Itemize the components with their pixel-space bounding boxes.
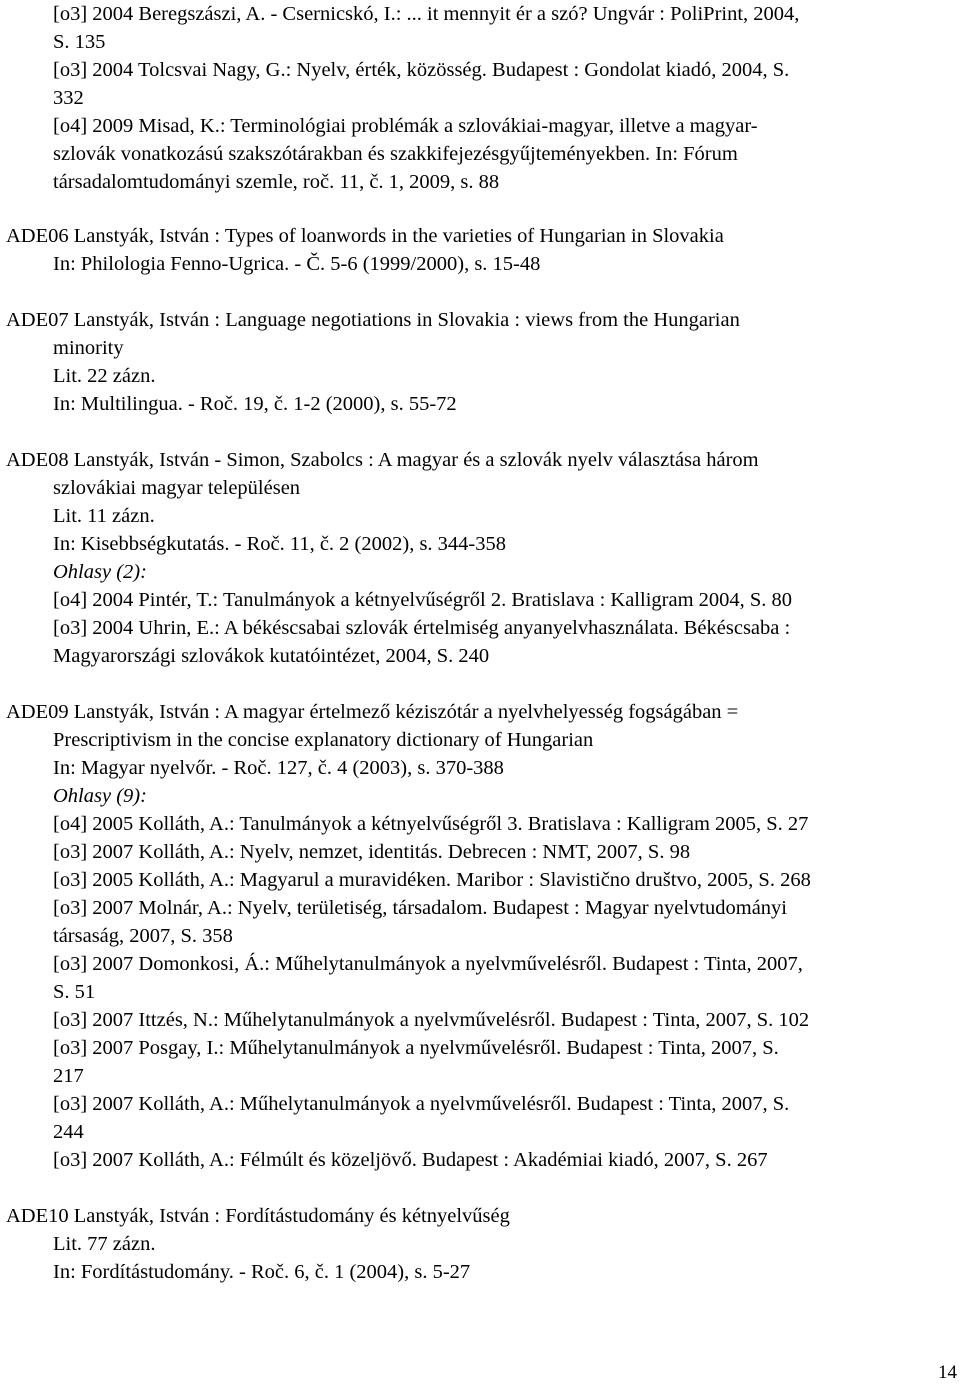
citation-line: [o3] 2007 Domonkosi, Á.: Műhelytanulmányok a nyelvművelésről. Budapest : Tinta, 2007,	[53, 953, 803, 975]
entry-title: ADE06 Lanstyák, István : Types of loanwords in the varieties of Hungarian in Slovakia	[6, 225, 724, 247]
citation-line: 244	[53, 1121, 84, 1143]
citation-line: [o3] 2007 Kolláth, A.: Félmúlt és közeljövő. Budapest : Akadémiai kiadó, 2007, S. 267	[53, 1149, 768, 1171]
citation-line: társaság, 2007, S. 358	[53, 925, 233, 947]
entry-title: minority	[53, 337, 124, 359]
entry-detail: In: Multilingua. - Roč. 19, č. 1-2 (2000), s. 55-72	[53, 393, 457, 415]
entry-detail: Lit. 77 zázn.	[53, 1233, 156, 1255]
citation-line: [o3] 2007 Posgay, I.: Műhelytanulmányok a nyelvművelésről. Budapest : Tinta, 2007, S.	[53, 1037, 779, 1059]
entry-detail: In: Magyar nyelvőr. - Roč. 127, č. 4 (2003), s. 370-388	[53, 757, 504, 779]
citation-line: S. 135	[53, 31, 106, 53]
citation-line: [o3] 2007 Ittzés, N.: Műhelytanulmányok a nyelvművelésről. Budapest : Tinta, 2007, S. 102	[53, 1009, 810, 1031]
entry-title: ADE09 Lanstyák, István : A magyar értelmező kéziszótár a nyelvhelyesség fogságában =	[6, 701, 739, 723]
citation-line: 217	[53, 1065, 84, 1087]
citation-line: [o3] 2007 Kolláth, A.: Nyelv, nemzet, identitás. Debrecen : NMT, 2007, S. 98	[53, 841, 691, 863]
ohlasy-heading: Ohlasy (9):	[53, 785, 147, 807]
citation-line: [o3] 2005 Kolláth, A.: Magyarul a muravidéken. Maribor : Slavistično društvo, 2005, S. 268	[53, 869, 811, 891]
citation-line: [o4] 2004 Pintér, T.: Tanulmányok a kétnyelvűségről 2. Bratislava : Kalligram 2004, S. 80	[53, 589, 793, 611]
ohlasy-heading: Ohlasy (2):	[53, 561, 147, 583]
citation-line: [o3] 2007 Kolláth, A.: Műhelytanulmányok a nyelvművelésről. Budapest : Tinta, 2007, S.	[53, 1093, 790, 1115]
citation-line: Magyarországi szlovákok kutatóintézet, 2004, S. 240	[53, 645, 490, 667]
page-number: 14	[938, 1362, 957, 1383]
entry-detail: In: Philologia Fenno-Ugrica. - Č. 5-6 (1999/2000), s. 15-48	[53, 253, 541, 275]
entry-title: ADE08 Lanstyák, István - Simon, Szabolcs : A magyar és a szlovák nyelv választása három	[6, 449, 759, 471]
entry-title: ADE10 Lanstyák, István : Fordítástudomány és kétnyelvűség	[6, 1205, 510, 1227]
entry-title: ADE07 Lanstyák, István : Language negotiations in Slovakia : views from the Hungarian	[6, 309, 740, 331]
entry-title: Prescriptivism in the concise explanatory dictionary of Hungarian	[53, 729, 594, 751]
citation-line: szlovák vonatkozású szakszótárakban és szakkifejezésgyűjteményekben. In: Fórum	[53, 143, 738, 165]
entry-detail: Lit. 11 zázn.	[53, 505, 155, 527]
entry-title: szlovákiai magyar településen	[53, 477, 301, 499]
citation-line: [o3] 2004 Beregszászi, A. - Csernicskó, I.: ... it mennyit ér a szó? Ungvár : PoliPrint, 2004,	[53, 3, 800, 25]
citation-line: [o4] 2005 Kolláth, A.: Tanulmányok a kétnyelvűségről 3. Bratislava : Kalligram 2005, S. 27	[53, 813, 809, 835]
citation-line: 332	[53, 87, 84, 109]
citation-line: [o4] 2009 Misad, K.: Terminológiai problémák a szlovákiai-magyar, illetve a magyar-	[53, 115, 758, 137]
entry-detail: Lit. 22 zázn.	[53, 365, 156, 387]
entry-detail: In: Kisebbségkutatás. - Roč. 11, č. 2 (2002), s. 344-358	[53, 533, 507, 555]
citation-line: [o3] 2004 Uhrin, E.: A békéscsabai szlovák értelmiség anyanyelvhasználata. Békéscsaba :	[53, 617, 791, 639]
entry-detail: In: Fordítástudomány. - Roč. 6, č. 1 (2004), s. 5-27	[53, 1261, 471, 1283]
citation-line: [o3] 2007 Molnár, A.: Nyelv, területiség, társadalom. Budapest : Magyar nyelvtudományi	[53, 897, 787, 919]
citation-line: S. 51	[53, 981, 96, 1003]
citation-line: [o3] 2004 Tolcsvai Nagy, G.: Nyelv, érték, közösség. Budapest : Gondolat kiadó, 2004, S.	[53, 59, 790, 81]
citation-line: társadalomtudományi szemle, roč. 11, č. 1, 2009, s. 88	[53, 171, 500, 193]
